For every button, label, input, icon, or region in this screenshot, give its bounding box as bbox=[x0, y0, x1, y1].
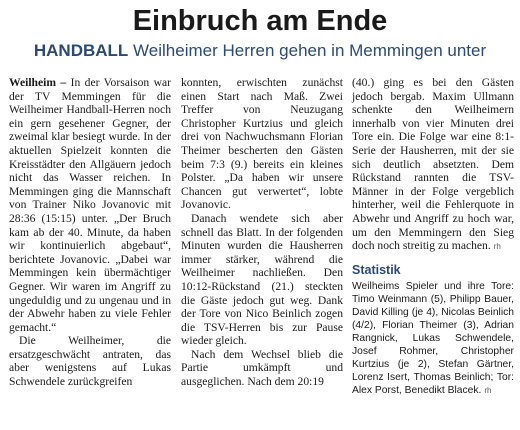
statistik-body bbox=[352, 280, 514, 398]
article-column-1 bbox=[9, 76, 171, 389]
dateline: Weilheim – bbox=[9, 76, 67, 89]
subheadline-text: Weilheimer Herren gehen in Memmingen unter bbox=[133, 41, 487, 60]
article-paragraph: Die Weilheimer, die ersatzgeschwächt antraten, das aber wenigstens auf Lukas Schwendele zurückgreifen bbox=[9, 334, 171, 389]
article-column-2 bbox=[181, 76, 343, 389]
subheadline bbox=[0, 41, 520, 61]
author-initials: rh bbox=[493, 242, 501, 252]
article-paragraph bbox=[352, 76, 514, 254]
paragraph-text: (40.) ging es bei den Gästen jedoch bergab. Maxim Ullmann schenkte den Weilheimern innerhalb von vier Minuten drei Tore ein. Die Folge war eine 8:1-Serie der Hausherren, mit der sie sich deutlich absetzten. Dem Rückstand rannten die TSV-Männer in der Folge vergeblich hinterher, weil die Fehlerquote in Abwehr und Angriff zu hoch war, um den Memmingern den Sieg doch noch streitig zu machen. bbox=[352, 76, 514, 253]
article-paragraph: Danach wendete sich aber schnell das Blatt. In der folgenden Minuten wurden die Hausherren immer stärker, während die Weilheimer nachließen. Den 10:12-Rückstand (21.) steckten die Gäste jedoch gut weg. Dank der Tore von Nico Beinlich zogen die TSV-Herren bis zur Pause wieder gleich. bbox=[181, 211, 343, 348]
article-paragraph: konnten, erwischten zunächst einen Start nach Maß. Zwei Treffer von Neuzugang Christopher Kurtzius und gleich drei von Nachwuchsmann Florian Theimer bescherten den Gästen beim 7:3 (9.) bereits ein kleines Polster. „Da haben wir unsere Chancen gut verwertet“, lobte Jovanovic. bbox=[181, 76, 343, 212]
section-kicker: HANDBALL bbox=[33, 41, 129, 60]
article-paragraph: Nach dem Wechsel blieb die Partie umkämpft und ausgeglichen. Nach dem 20:19 bbox=[181, 347, 343, 389]
article-column-3 bbox=[352, 76, 514, 398]
article-paragraph bbox=[9, 76, 171, 334]
headline: Einbruch am Ende bbox=[132, 5, 388, 37]
paragraph-text: In der Vorsaison war der TV Memmingen für die Weilheimer Handball-Herren noch ein gern gesehener Gegner, der zweimal klar besiegt wurde. In der aktuellen Spielzeit konnten die Kreisstädter den Allgäuern jedoch nicht das Wasser reichen. In Memmingen ging die Mannschaft von Trainer Niko Jovanovic mit 28:36 (15:15) unter. „Der Bruch kam ab der 40. Minute, da haben wir kontinuierlich abgebaut“, berichtete Jovanovic. „Dabei war Memmingen kein übermächtiger Gegner. Wir waren im Angriff zu ungeduldig und zu ungenau und in der Abwehr haben zu viele Fehler gemacht.“ bbox=[9, 76, 171, 334]
statistik-author-initials: rh bbox=[484, 386, 492, 396]
statistik-heading: Statistik bbox=[352, 262, 401, 277]
statistik-text: Weilheims Spieler und ihre Tore: Timo Weinmann (5), Philipp Bauer, David Killing (je 4), Nicolas Beinlich (4/2), Florian Theimer (3), Adrian Rangnick, Lukas Schwendele, Josef Rohmer, Christopher Kurtzius (je 2), Stefan Gärtner, Lorenz Isert, Thomas Beinlich; Tor: Alex Porst, Benedikt Blacek. bbox=[352, 280, 514, 397]
